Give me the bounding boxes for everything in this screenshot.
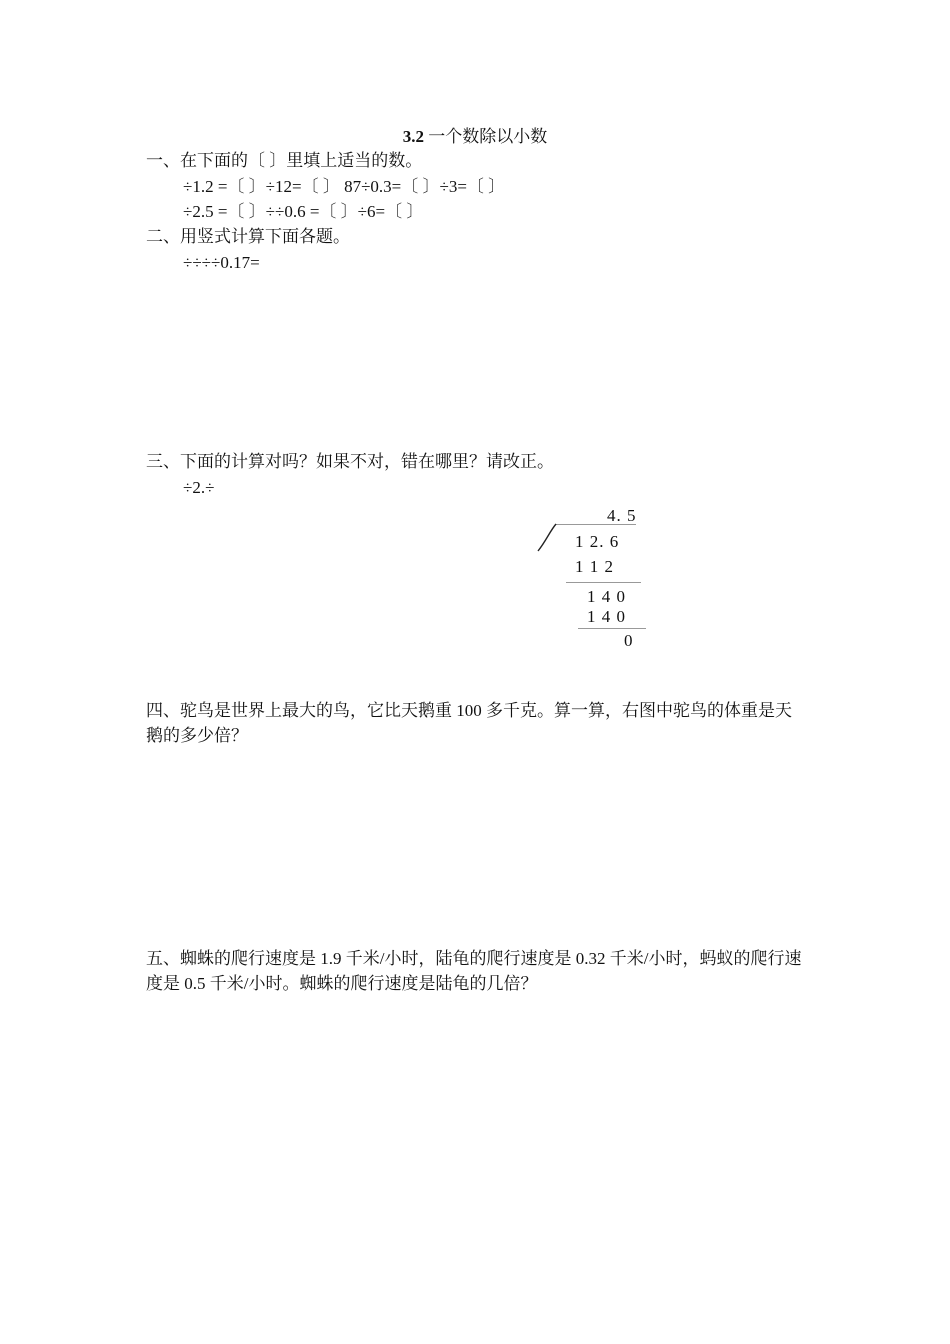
division-quotient: 4. 5 [607,506,637,525]
section1-heading: 一、在下面的〔 〕里填上适当的数。 [146,151,423,170]
division-line3: 1 4 0 [587,607,626,626]
section2-heading: 二、用竖式计算下面各题。 [146,227,350,246]
section5-question: 五、蜘蛛的爬行速度是 1.9 千米/小时，陆龟的爬行速度是 0.32 千米/小时，蚂蚁的爬行速度是 0.5 千米/小时。蜘蛛的爬行速度是陆龟的几倍？ [146,949,802,993]
division-bar [556,524,636,525]
section3-row1: ÷2.÷ [183,478,215,497]
section1-row2: ÷2.5 =〔 〕÷÷0.6 =〔 〕÷6=〔 〕 [183,202,424,221]
division-line2: 1 4 0 [587,587,626,606]
section2-row1: ÷÷÷÷0.17= [183,253,260,272]
division-line1: 1 1 2 [575,557,614,576]
division-remainder: 0 [624,631,634,650]
division-rule-2 [578,628,646,629]
title-number: 3.2 [402,127,424,146]
section3-heading: 三、下面的计算对吗？如果不对，错在哪里？请改正。 [146,452,554,471]
division-bracket-icon [534,523,560,553]
section4-question: 四、驼鸟是世界上最大的鸟，它比天鹅重 100 多千克。算一算，右图中驼鸟的体重是天鹅的多少倍？ [146,701,792,745]
page-title [0,126,950,148]
division-rule-1 [566,582,641,583]
title-text: 一个数除以小数 [428,127,548,146]
section1-row1: ÷1.2 =〔 〕÷12=〔 〕 87÷0.3=〔 〕÷3=〔 〕 [183,177,506,196]
division-dividend: 1 2. 6 [575,532,620,551]
